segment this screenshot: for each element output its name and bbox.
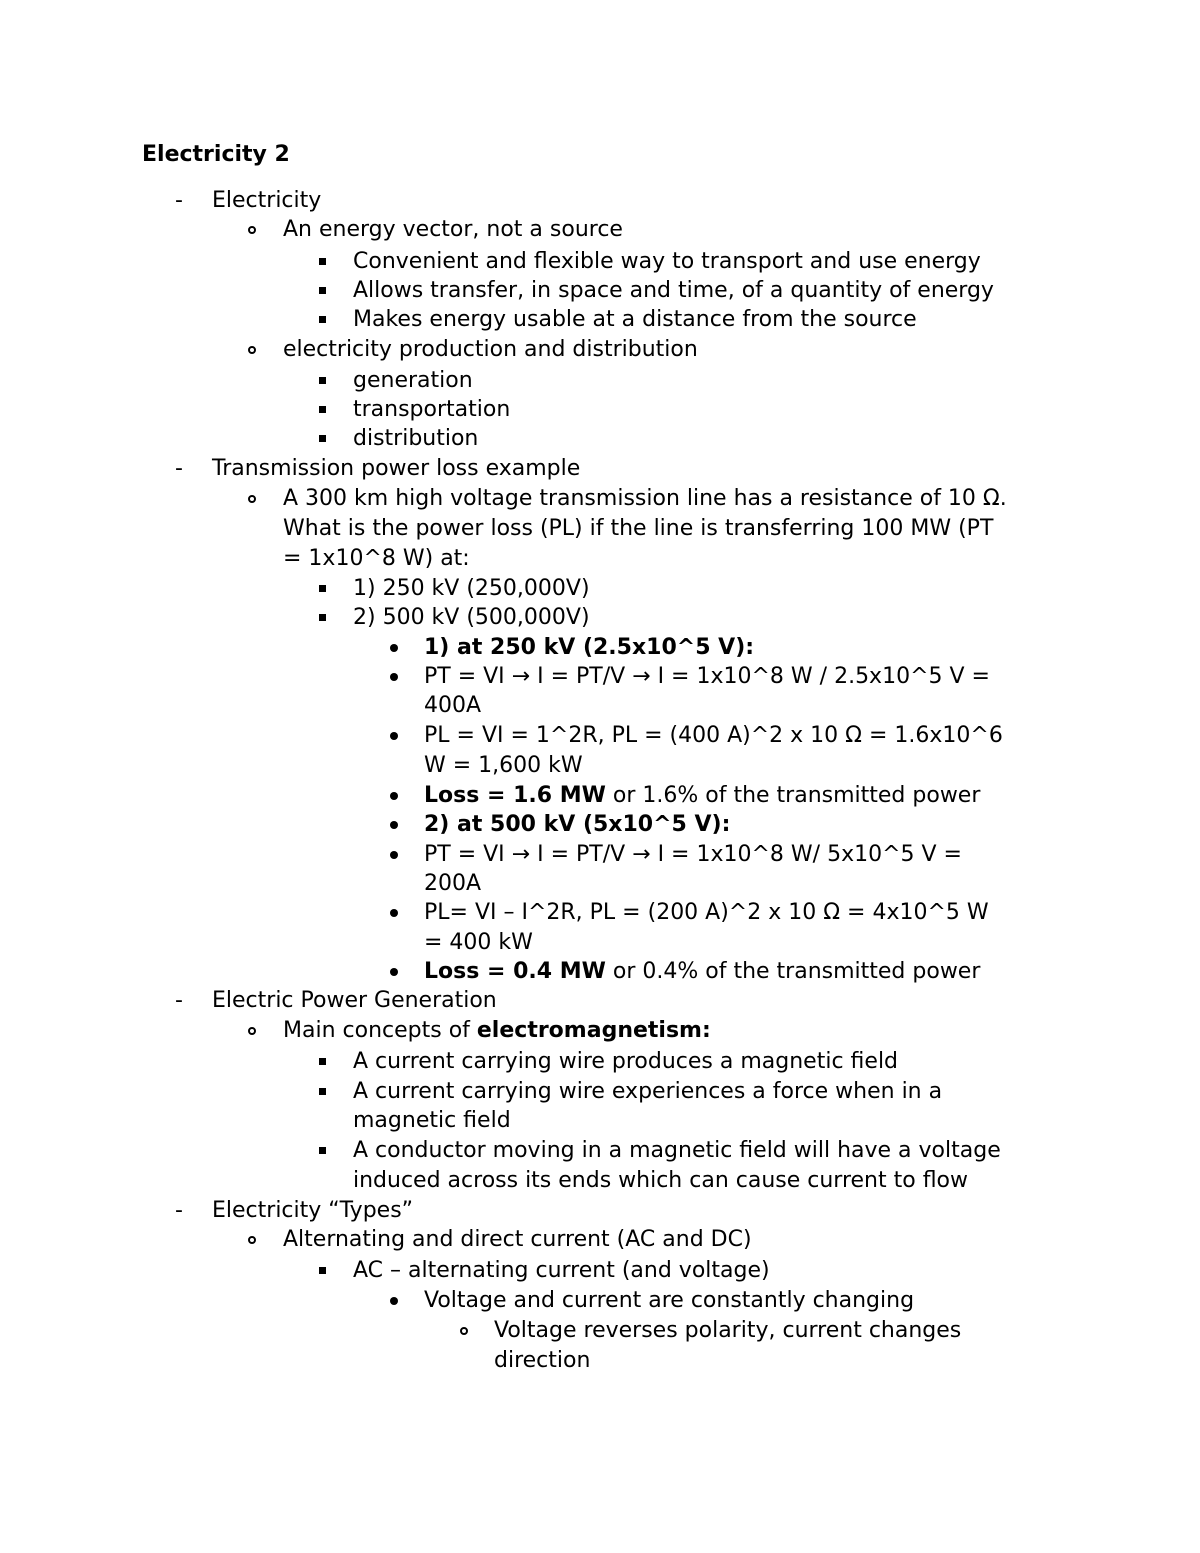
list-item xyxy=(0,986,1200,1016)
square-bullet-icon xyxy=(319,287,326,294)
list-item: 2) 500 kV (500,000V) xyxy=(0,603,1200,633)
list-item: Main concepts of electromagnetism: xyxy=(0,1016,1200,1046)
filled-circle-bullet-icon xyxy=(390,821,398,829)
list-item: A current carrying wire experiences a force when in a xyxy=(0,1077,1200,1107)
filled-circle-bullet-icon xyxy=(390,1297,398,1305)
filled-circle-bullet-icon xyxy=(390,968,398,976)
list-item: Loss = 1.6 MW or 1.6% of the transmitted power xyxy=(0,781,1200,811)
square-bullet-icon xyxy=(319,377,326,384)
section-heading: Electricity “Types” xyxy=(212,1198,414,1223)
list-item: Voltage and current are constantly changing xyxy=(0,1286,1200,1316)
hollow-circle-bullet-icon xyxy=(248,1027,256,1035)
list-item-continuation: 400A xyxy=(424,693,482,718)
section-heading: Transmission power loss example xyxy=(212,456,581,481)
section-heading: Electric Power Generation xyxy=(212,988,497,1013)
list-item: 2) at 500 kV (5x10^5 V): xyxy=(0,810,1200,840)
list-item: PL = VI = 1^2R, PL = (400 A)^2 x 10 Ω = 1.6x10^6 xyxy=(0,721,1200,751)
dash-bullet: - xyxy=(175,188,183,213)
filled-circle-bullet-icon xyxy=(390,673,398,681)
filled-circle-bullet-icon xyxy=(390,851,398,859)
hollow-circle-bullet-icon xyxy=(460,1327,468,1335)
list-item: Convenient and flexible way to transport and use energy xyxy=(0,247,1200,277)
list-item: An energy vector, not a source xyxy=(0,215,1200,245)
square-bullet-icon xyxy=(319,435,326,442)
list-item: Alternating and direct current (AC and DC) xyxy=(0,1225,1200,1255)
list-item-continuation: = 1x10^8 W) at: xyxy=(283,546,470,571)
hollow-circle-bullet-icon xyxy=(248,226,256,234)
list-item-continuation: = 400 kW xyxy=(424,930,533,955)
list-item: PT = VI → I = PT/V → I = 1x10^8 W / 2.5x10^5 V = xyxy=(0,662,1200,692)
dash-bullet: - xyxy=(175,456,183,481)
list-item xyxy=(0,1196,1200,1226)
list-item xyxy=(0,186,1200,216)
list-item: A conductor moving in a magnetic field will have a voltage xyxy=(0,1136,1200,1166)
list-item: generation xyxy=(0,366,1200,396)
list-item-continuation: induced across its ends which can cause current to flow xyxy=(353,1168,969,1193)
filled-circle-bullet-icon xyxy=(390,732,398,740)
hollow-circle-bullet-icon xyxy=(248,495,256,503)
list-item: electricity production and distribution xyxy=(0,335,1200,365)
list-item: Loss = 0.4 MW or 0.4% of the transmitted power xyxy=(0,957,1200,987)
filled-circle-bullet-icon xyxy=(390,792,398,800)
list-item-continuation: magnetic field xyxy=(353,1108,511,1133)
square-bullet-icon xyxy=(319,614,326,621)
square-bullet-icon xyxy=(319,406,326,413)
filled-circle-bullet-icon xyxy=(390,644,398,652)
list-item: 1) at 250 kV (2.5x10^5 V): xyxy=(0,633,1200,663)
square-bullet-icon xyxy=(319,258,326,265)
list-item: distribution xyxy=(0,424,1200,454)
list-item: Voltage reverses polarity, current changes xyxy=(0,1316,1200,1346)
page-title: Electricity 2 xyxy=(142,142,290,167)
list-item: PL= VI – I^2R, PL = (200 A)^2 x 10 Ω = 4x10^5 W xyxy=(0,898,1200,928)
list-item: PT = VI → I = PT/V → I = 1x10^8 W/ 5x10^5 V = xyxy=(0,840,1200,870)
dash-bullet: - xyxy=(175,988,183,1013)
list-item: transportation xyxy=(0,395,1200,425)
square-bullet-icon xyxy=(319,1058,326,1065)
filled-circle-bullet-icon xyxy=(390,909,398,917)
list-item: A current carrying wire produces a magnetic field xyxy=(0,1047,1200,1077)
square-bullet-icon xyxy=(319,316,326,323)
dash-bullet: - xyxy=(175,1198,183,1223)
list-item: AC – alternating current (and voltage) xyxy=(0,1256,1200,1286)
list-item xyxy=(0,454,1200,484)
square-bullet-icon xyxy=(319,1088,326,1095)
square-bullet-icon xyxy=(319,585,326,592)
list-item-continuation: 200A xyxy=(424,871,482,896)
list-item: A 300 km high voltage transmission line has a resistance of 10 Ω. xyxy=(0,484,1200,514)
square-bullet-icon xyxy=(319,1267,326,1274)
hollow-circle-bullet-icon xyxy=(248,346,256,354)
section-heading: Electricity xyxy=(212,188,322,213)
list-item: Allows transfer, in space and time, of a quantity of energy xyxy=(0,276,1200,306)
list-item-continuation: What is the power loss (PL) if the line is transferring 100 MW (PT xyxy=(283,516,994,541)
list-item: 1) 250 kV (250,000V) xyxy=(0,574,1200,604)
list-item-continuation: W = 1,600 kW xyxy=(424,753,583,778)
square-bullet-icon xyxy=(319,1147,326,1154)
list-item-continuation: direction xyxy=(494,1348,591,1373)
list-item: Makes energy usable at a distance from the source xyxy=(0,305,1200,335)
hollow-circle-bullet-icon xyxy=(248,1236,256,1244)
